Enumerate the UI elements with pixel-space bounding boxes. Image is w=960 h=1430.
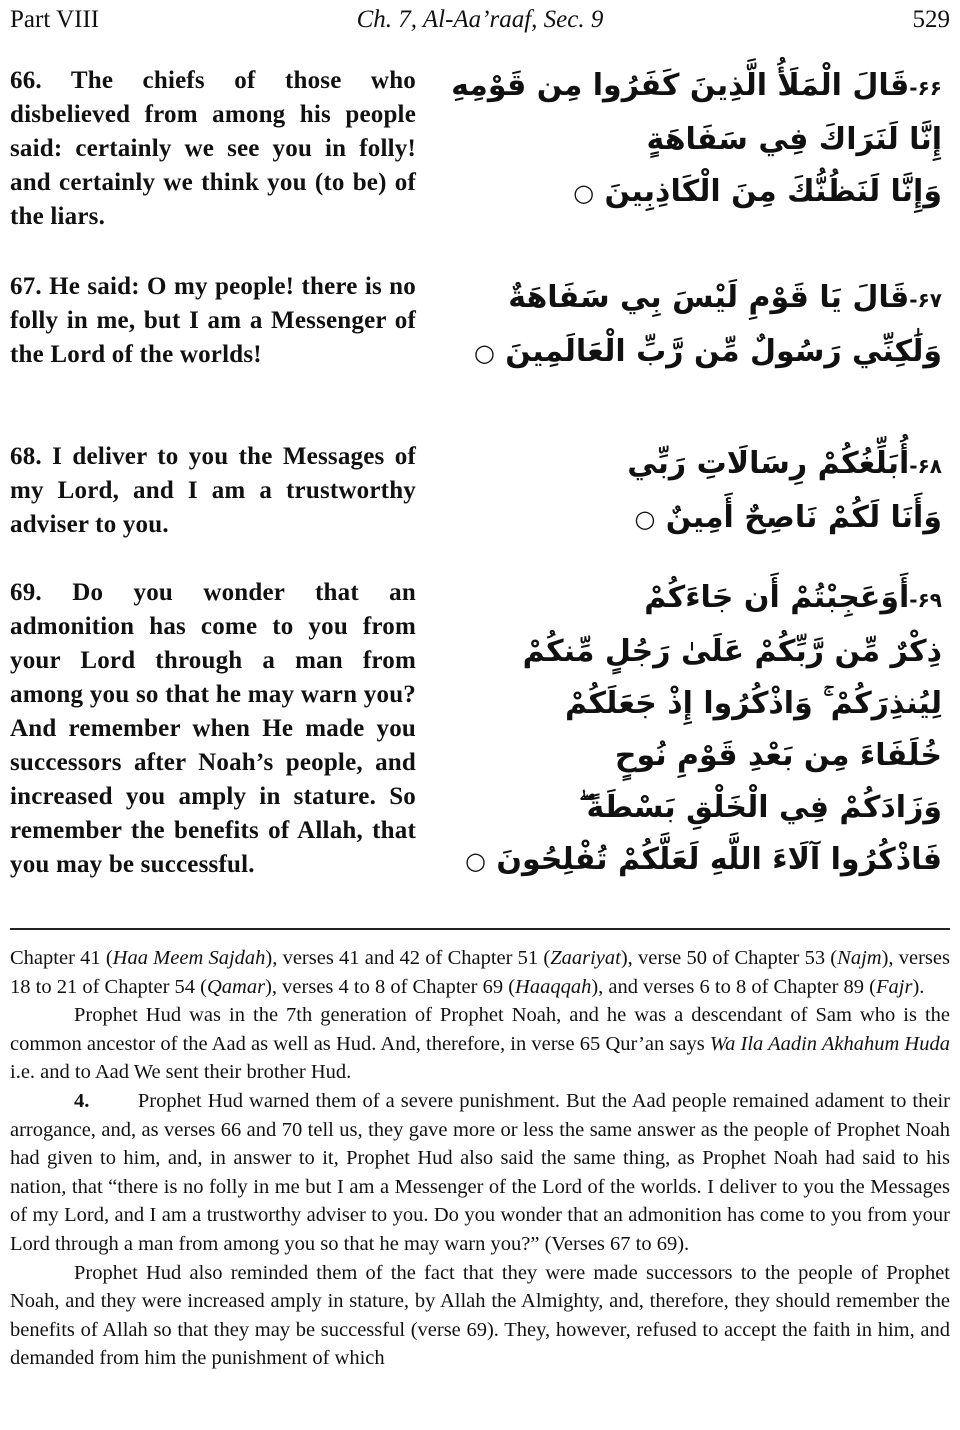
text-span: ), and verses 6 to 8 of Chapter 89 ( <box>591 975 876 998</box>
verse-number-arabic: ۶۸- <box>909 454 942 478</box>
arabic-line: وَزَادَكُمْ فِي الْخَلْقِ بَسْطَةً ۖ <box>578 790 942 825</box>
arabic-line: وَإِنَّا لَنَظُنُّكَ مِنَ الْكَاذِبِينَ <box>604 174 942 209</box>
text-span: ), verse 50 of Chapter 53 ( <box>620 947 838 969</box>
commentary-paragraph <box>10 1001 950 1087</box>
arabic-line: وَأَنَا لَكُمْ نَاصِحٌ أَمِينٌ <box>665 500 942 535</box>
arabic-line: وَلَٰكِنِّي رَسُولٌ مِّن رَّبِّ الْعَالَمِينَ <box>505 334 942 369</box>
surah-name: Najm <box>837 947 882 969</box>
chapter-heading: Ch. 7, Al-Aa’raaf, Sec. 9 <box>356 6 604 33</box>
verse-number-arabic: ۶۶- <box>909 76 942 100</box>
surah-name: Haa Meem Sajdah <box>112 947 266 969</box>
surah-name: Qamar <box>207 975 266 998</box>
arabic-line: لِيُنذِرَكُمْ ۚ وَاذْكُرُوا إِذْ جَعَلَكُمْ <box>565 686 942 721</box>
arabic-line: إِنَّا لَنَرَاكَ فِي سَفَاهَةٍ <box>646 122 942 157</box>
running-header <box>10 4 950 36</box>
verse-67-arabic <box>473 272 942 379</box>
verse-number-arabic: ۶۷- <box>909 288 942 312</box>
surah-name: Zaariyat <box>550 947 621 969</box>
arabic-line: أَوَعَجِبْتُمْ أَن جَاءَكُمْ <box>644 580 910 615</box>
text-span: ). <box>912 975 925 998</box>
verse-66-arabic <box>451 60 942 219</box>
note-number: 4. <box>74 1089 90 1112</box>
commentary-paragraph <box>10 944 950 1001</box>
page-number: 529 <box>912 6 950 33</box>
arabic-line: قَالَ الْمَلَأُ الَّذِينَ كَفَرُوا مِن قَوْمِهِ <box>451 68 910 103</box>
verse-end-marker: ○ <box>473 339 495 367</box>
surah-name: Fajr <box>876 975 913 998</box>
part-label: Part VIII <box>10 6 100 33</box>
text-span: Chapter 41 ( <box>10 947 113 969</box>
arabic-line: أُبَلِّغُكُمْ رِسَالَاتِ رَبِّي <box>627 446 910 481</box>
arabic-line: خُلَفَاءَ مِن بَعْدِ قَوْمِ نُوحٍ <box>614 738 942 773</box>
text-span: ), verses 41 and 42 of Chapter 51 ( <box>265 947 551 969</box>
verse-end-marker: ○ <box>634 505 656 533</box>
verse-end-marker: ○ <box>464 847 486 875</box>
arabic-line: قَالَ يَا قَوْمِ لَيْسَ بِي سَفَاهَةٌ <box>508 280 910 315</box>
verse-number-arabic: ۶۹- <box>909 588 942 612</box>
verse-66-english: 66. The chiefs of those who disbelieved from among his people said: certainly we see you in folly! and certainly we think you (to be) of the liars. <box>10 67 416 230</box>
commentary-paragraph: Prophet Hud also reminded them of the fact that they were made successors to the people of Prophet Noah, and they were increased amply in stature, by Allah the Almighty, and, therefore, they should remember the benefits of Allah so that they may be successful (verse 69). They, however, refused to accept the faith in him, and demanded from him the punishment of which <box>10 1261 950 1370</box>
text-span: Prophet Hud was in the 7th generation of Prophet Noah, and he was a descendant of Sam who is the common ancestor of the Aad as well as Hud. And, therefore, in verse 65 Qur’an says <box>10 1004 950 1055</box>
verse-68-arabic <box>522 438 942 545</box>
text-span: Prophet Hud warned them of a severe punishment. But the Aad people remained adament to their arrogance, and, as verses 66 and 70 tell us, they gave more or less the same answer as the people of Prophet Noah had given to him, and, in answer to it, Prophet Hud also said the same thing, as Prophet Noah had said to his nation, that “there is no folly in me but I am a Messenger of the Lord of the worlds. I deliver to you the Messages of my Lord, and I am a trustworthy adviser to you. Do you wonder that an admonition has come to you from your Lord through a man from among you so that he may warn you?” (Verses 67 to 69). <box>10 1089 950 1255</box>
verse-67-english: 67. He said: O my people! there is no folly in me, but I am a Messenger of the Lord of the worlds! <box>10 273 416 368</box>
surah-name: Haaqqah <box>515 975 592 998</box>
transliteration: Wa Ila Aadin Akhahum Huda <box>709 1032 950 1055</box>
arabic-line: ذِكْرٌ مِّن رَّبِّكُمْ عَلَىٰ رَجُلٍ مِّنكُمْ <box>522 634 942 669</box>
text-span: i.e. and to Aad We sent their brother Hud. <box>10 1061 352 1084</box>
verse-69-english: 69. Do you wonder that an admonition has come to you from your Lord through a man from among you so that he may warn you? And remember when He made you successors after Noah’s people, and increased you amply in stature. So remember the benefits of Allah, that you may be successful. <box>10 579 416 878</box>
arabic-line: فَاذْكُرُوا آلَاءَ اللَّهِ لَعَلَّكُمْ تُفْلِحُونَ <box>496 842 942 877</box>
commentary-paragraph <box>10 1087 950 1259</box>
verse-69-arabic <box>464 572 942 887</box>
footnote-divider <box>10 928 950 930</box>
verse-end-marker: ○ <box>573 179 595 207</box>
text-span: ), verses 18 to 21 of Chapter 54 ( <box>10 947 950 998</box>
text-span: ), verses 4 to 8 of Chapter 69 ( <box>265 975 516 998</box>
verse-68-english: 68. I deliver to you the Messages of my Lord, and I am a trustworthy adviser to you. <box>10 443 416 538</box>
commentary <box>10 944 950 1373</box>
